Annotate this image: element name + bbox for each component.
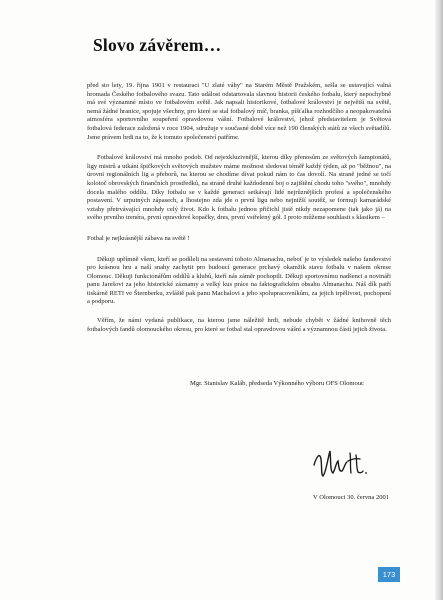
page-edge-shadow bbox=[435, 0, 443, 600]
author-signature-line: Mgr. Stanislav Kaláb, předseda Výkonného výboru OFS Olomouc bbox=[190, 380, 364, 387]
handwritten-signature-icon bbox=[312, 443, 372, 483]
page-title: Slovo závěrem… bbox=[93, 35, 222, 55]
paragraph-thanks: Děkuji upřímně všem, kteří se podíleli na sestavení tohoto Almanachu, neboť je to výsledek našeho fandovství pro krásnou hru a naší snahy zachytit pro budoucí generace prchavý okamžik stavu fotbalu v našem okrese Olomouc. Děkuji funkcionářům oddílů a klubů, kteří nás záměr pochopili. Děkuji sportovnímu nadšenci a novináři panu Jarešovi za jeho historické záznamy a velký kus práce na faktografickém obsahu Almanachu. Náš dík patří tiskárně RETI ve Šternberku, zvláště pak panu Machalovi a jeho spolupracovníkům, za jejich trpělivost, pochopení a podporu. bbox=[87, 255, 391, 306]
paragraph-closing: Věřím, že námi vydaná publikace, na kterou jsme náležitě hrdi, nebude chybět v žádné knihovně těch fotbalových fandů olomouckého okresu, pro které se fotbal stal opravdovou vášní a významnou částí jejich života. bbox=[87, 317, 391, 333]
paragraph-intro: před sto lety, 19. října 1901 v restauraci "U zlaté váhy" na Starém Městě Pražském, sešla se ustavující valná hromada Českého fotbalového svazu. Tato událost odstartovala slavnou historii českého fotbalu, který nepochybně má své významné místo ve fotbalovém světě. Jak napsali historikové, fotbalové království je největší na světě, nemá žádné hranice, spojuje všechny, pro které se stal fotbalový míč, branka, píšťalka rozhodčího a neopakovatelná atmosféra sportovního soupeření opravdovou vášní. Fotbalové království, jehož představitelem je Světová fotbalová federace založená v roce 1904, sdružuje v současné době více než 190 členských států ze všech světadílů. Jsme právem hrdi na to, že k tomuto společenství patříme. bbox=[87, 82, 391, 141]
paragraph-quote: Fotbal je nejkrásnější zábava na světě ! bbox=[87, 234, 190, 242]
place-and-date: V Olomouci 30. června 2001 bbox=[313, 494, 390, 501]
paragraph-football-kingdom: Fotbalové království má mnoho podob. Od nejexkluzivnější, kterou díky přenosům ze světových šampionátů, ligy mistrů a utkání špičkových světových mužstev máme možnost sledovat téměř každý týden, až po "běžnou", na úrovni regionálních lig a přeborů, na kterou se chodíme dívat pokud nám to čas dovolí. Na straně jedné se točí kolotoč obrovských finančních prostředků, na straně druhé každodenní boj o zajištění chodu toho "svého", mnohdy docela malého oddílu. Díky fotbalu se v každé generaci setkávají lidé nejrůznějších profesí a společenského postavení. V urputných zápasech, a lhostejno zda jde o první ligu nebo nejnižší soutěž, se formují kamarádské vztahy přetrvávající mnohdy celý život. Kdo k fotbalu jednou přičichl jistě nikdy nezapomene (tak jako já) na svého prvního trenéra, první opravdové kopačky, dres, první vstřelený gól. I proto můžeme souhlasit s klasikem – bbox=[87, 154, 391, 222]
page-number-badge: 173 bbox=[378, 567, 400, 582]
body-text bbox=[87, 82, 391, 334]
